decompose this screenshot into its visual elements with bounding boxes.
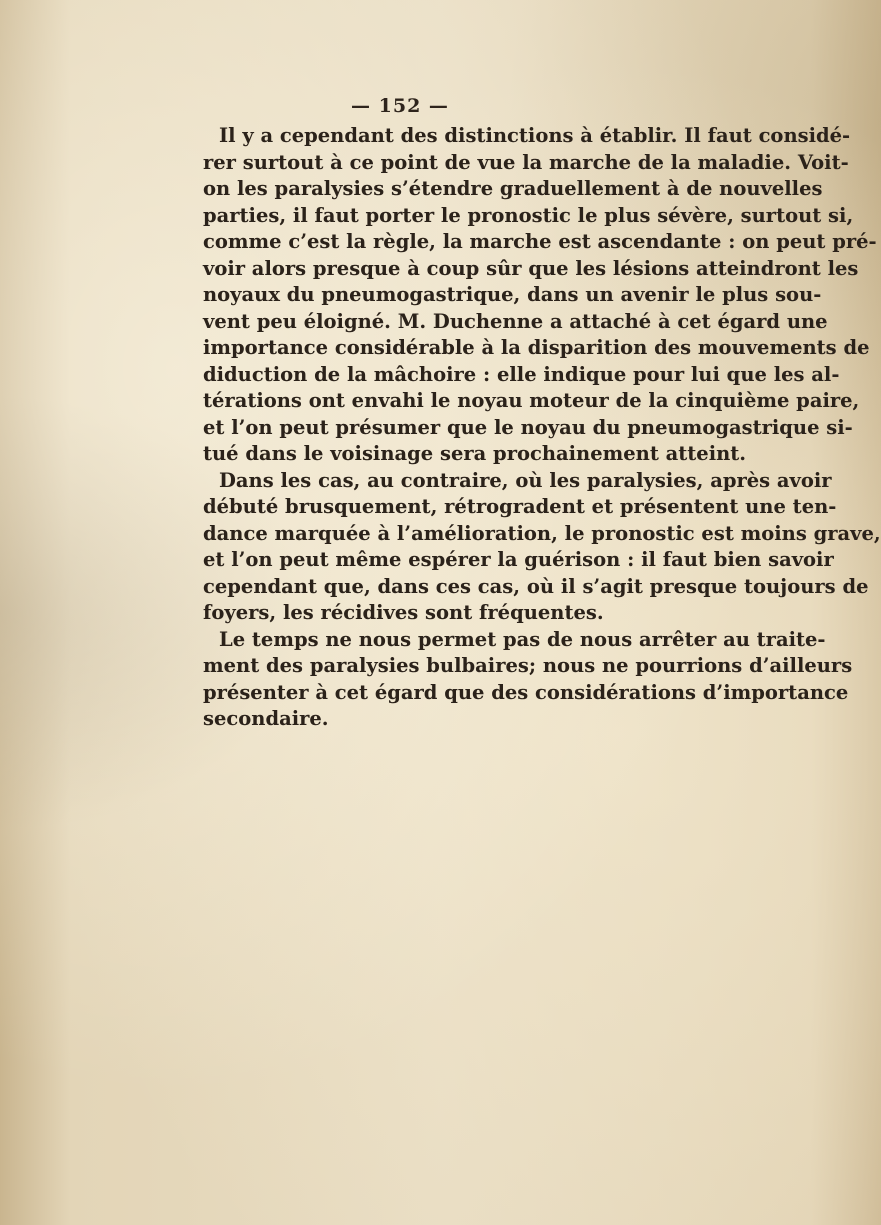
text-line: importance considérable à la disparition des mouvements de bbox=[203, 336, 870, 359]
text-line: présenter à cet égard que des considérations d’importance bbox=[203, 680, 849, 704]
text-line: et l’on peut présumer que le noyau du pneumogastrique si- bbox=[203, 415, 853, 439]
text-line: dance marquée à l’amélioration, le pronostic est moins grave, bbox=[203, 521, 881, 545]
text-line: cependant que, dans ces cas, où il s’agit presque toujours de bbox=[203, 574, 869, 598]
text-line: rer surtout à ce point de vue la marche de la maladie. Voit- bbox=[203, 150, 849, 174]
text-line: et l’on peut même espérer la guérison : il faut bien savoir bbox=[203, 548, 834, 571]
text-line: ment des paralysies bulbaires; nous ne pourrions d’ailleurs bbox=[203, 654, 853, 677]
text-line: voir alors presque à coup sûr que les lésions atteindront les bbox=[203, 256, 859, 280]
text-line: comme c’est la règle, la marche est ascendante : on peut pré- bbox=[203, 230, 877, 253]
page-number: — 152 — bbox=[351, 95, 449, 117]
text-line: Il y a cependant des distinctions à établir. Il faut considé- bbox=[219, 124, 851, 147]
text-line: on les paralysies s’étendre graduellement à de nouvelles bbox=[203, 177, 823, 200]
text-line: Dans les cas, au contraire, où les paralysies, après avoir bbox=[219, 468, 832, 492]
text-line: noyaux du pneumogastrique, dans un avenir le plus sou- bbox=[203, 283, 822, 306]
text-line: tué dans le voisinage sera prochainement atteint. bbox=[203, 442, 747, 465]
text-line: secondaire. bbox=[203, 707, 329, 730]
text-line: vent peu éloigné. M. Duchenne a attaché à cet égard une bbox=[203, 309, 828, 333]
text-line: débuté brusquement, rétrogradent et présentent une ten- bbox=[203, 495, 837, 518]
text-line: foyers, les récidives sont fréquentes. bbox=[203, 601, 604, 624]
text-line: parties, il faut porter le pronostic le plus sévère, surtout si, bbox=[203, 203, 854, 227]
body-text bbox=[203, 123, 881, 733]
text-line: diduction de la mâchoire : elle indique pour lui que les al- bbox=[203, 362, 840, 386]
text-line: térations ont envahi le noyau moteur de la cinquième paire, bbox=[203, 389, 860, 412]
text-line: Le temps ne nous permet pas de nous arrêter au traite- bbox=[219, 627, 826, 651]
